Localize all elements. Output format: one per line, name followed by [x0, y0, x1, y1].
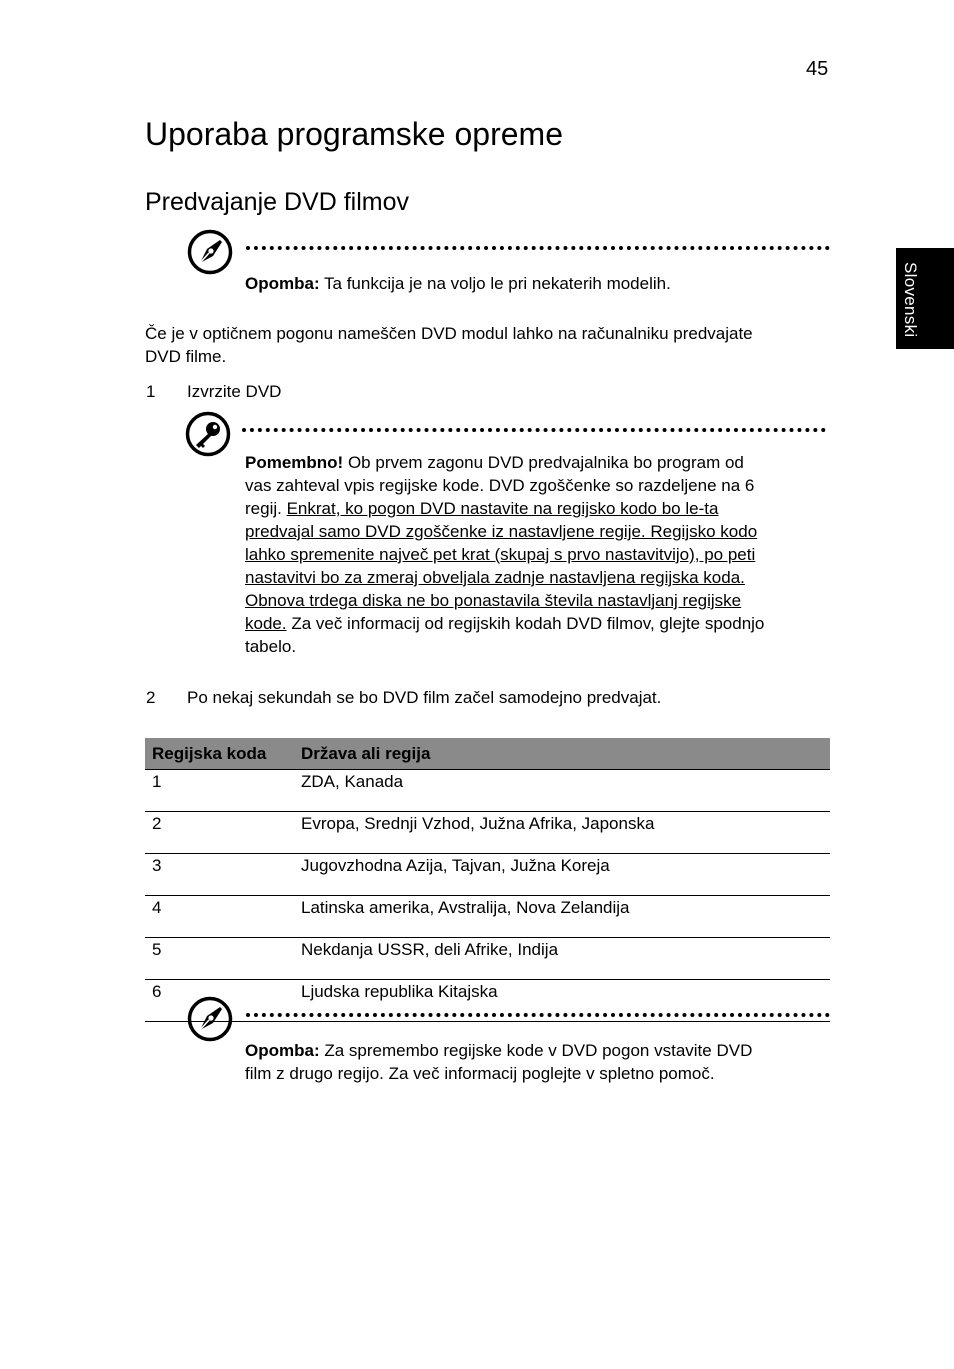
intro-paragraph: [145, 322, 753, 368]
important-key-icon: [185, 411, 231, 457]
step-text: Izvrzite DVD: [187, 382, 282, 401]
table-cell: 3: [145, 854, 294, 896]
important-line: Ob prvem zagonu DVD predvajalnika bo program od: [343, 453, 744, 472]
table-cell: 2: [145, 812, 294, 854]
important-underlined: lahko spremenite največ pet krat (skupaj s prvo nastavitvijo), po peti: [245, 545, 756, 564]
region-code-table: [145, 738, 830, 1022]
table-row: [145, 770, 830, 812]
table-row: [145, 812, 830, 854]
note-2-text: film z drugo regijo. Za več informacij poglejte v spletno pomoč.: [245, 1064, 715, 1083]
important-line: vas zahteval vpis regijske kode. DVD zgoščenke so razdeljene na 6: [245, 476, 755, 495]
table-cell: Ljudska republika Kitajska: [294, 980, 830, 1022]
important-block: [245, 451, 835, 658]
note-pen-icon: [187, 996, 233, 1042]
table-cell: 4: [145, 896, 294, 938]
important-line: regij.: [245, 499, 287, 518]
note-divider: [246, 1013, 830, 1017]
note-1-text: Ta funkcija je na voljo le pri nekaterih modelih.: [319, 274, 671, 293]
note-pen-icon: [187, 229, 233, 275]
language-side-tab-label: Slovenski: [901, 262, 920, 338]
important-label: Pomembno!: [245, 453, 344, 472]
important-underlined: nastavitvi bo za zmeraj obveljala zadnje nastavljena regijska koda.: [245, 568, 745, 587]
important-underlined: Enkrat, ko pogon DVD nastavite na regijsko kodo bo le-ta: [286, 499, 719, 518]
table-cell: Jugovzhodna Azija, Tajvan, Južna Koreja: [294, 854, 830, 896]
intro-line: DVD filme.: [145, 347, 227, 366]
note-2-text: Za spremembo regijske kode v DVD pogon vstavite DVD: [319, 1041, 753, 1060]
table-row: [145, 938, 830, 980]
important-underlined: Obnova trdega diska ne bo ponastavila števila nastavljanj regijske: [245, 591, 742, 610]
important-line: Za več informacij od regijskih kodah DVD filmov, glejte spodnjo: [286, 614, 765, 633]
table-cell: Evropa, Srednji Vzhod, Južna Afrika, Japonska: [294, 812, 830, 854]
table-cell: ZDA, Kanada: [294, 770, 830, 812]
table-header-row: [145, 738, 830, 770]
table-cell: Latinska amerika, Avstralija, Nova Zelandija: [294, 896, 830, 938]
important-underlined: kode.: [245, 614, 287, 633]
table-cell: 6: [145, 980, 294, 1022]
step-number: 1: [146, 382, 156, 401]
language-side-tab: [896, 248, 954, 349]
important-underlined: predvajal samo DVD zgoščenke iz nastavljene regije. Regijsko kodo: [245, 522, 758, 541]
table-cell: 1: [145, 770, 294, 812]
table-row: [145, 854, 830, 896]
table-header-cell: Država ali regija: [294, 738, 830, 770]
page-number: 45: [806, 58, 829, 80]
note-2: [245, 1039, 835, 1085]
table-row: [145, 896, 830, 938]
section-title: Predvajanje DVD filmov: [145, 188, 409, 216]
important-divider: [242, 428, 826, 432]
important-line: tabelo.: [245, 637, 297, 656]
step-text: Po nekaj sekundah se bo DVD film začel samodejno predvajat.: [187, 688, 662, 707]
intro-line: Če je v optičnem pogonu nameščen DVD modul lahko na računalniku predvajate: [145, 324, 753, 343]
note-divider: [246, 246, 830, 250]
table-cell: Nekdanja USSR, deli Afrike, Indija: [294, 938, 830, 980]
note-1: [245, 272, 671, 295]
step-number: 2: [146, 688, 156, 707]
page-title: Uporaba programske opreme: [145, 116, 563, 152]
table-cell: 5: [145, 938, 294, 980]
note-2-label: Opomba:: [245, 1041, 320, 1060]
table-header-cell: Regijska koda: [145, 738, 294, 770]
note-1-label: Opomba:: [245, 274, 320, 293]
